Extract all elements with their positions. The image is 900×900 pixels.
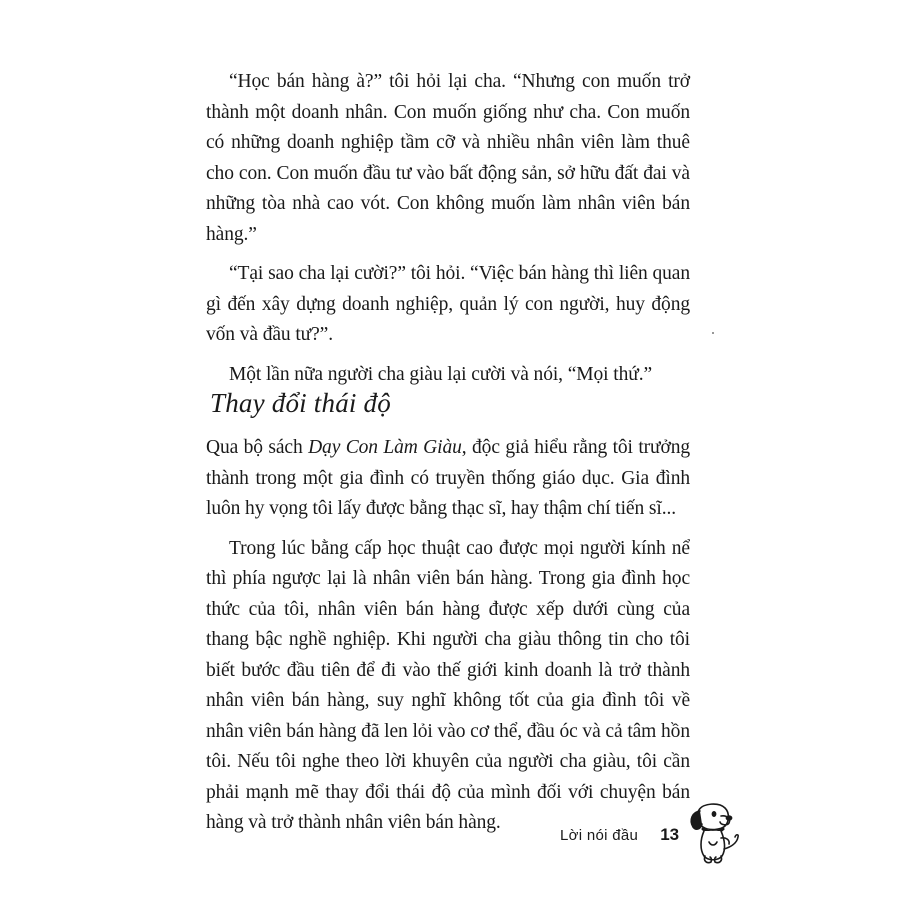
intro-text-before: Qua bộ sách	[206, 437, 309, 458]
book-title: Dạy Con Làm Giàu	[308, 437, 462, 458]
cartoon-dog-icon	[685, 800, 743, 866]
footer-section-name: Lời nói đầu	[560, 826, 639, 844]
dialogue-paragraph-2: “Tại sao cha lại cười?” tôi hỏi. “Việc bán hàng thì liên quan gì đến xây dựng doanh nghiệp, quản lý con người, huy động vốn và đầu tư?”.	[206, 263, 690, 345]
top-text-block	[206, 67, 690, 399]
intro-text-after: , độc giả hiểu rằng tôi trưởng thành trong một gia đình có truyền thống giáo dục. Gia đình luôn hy vọng tôi lấy được bằng thạc sĩ, hay thậm chí tiến sĩ...	[206, 437, 691, 519]
intro-paragraph	[206, 433, 690, 525]
body-paragraph: Trong lúc bằng cấp học thuật cao được mọi người kính nể thì phía ngược lại là nhân viên bán hàng. Trong gia đình học thức của tôi, nhân viên bán hàng được xếp dưới cùng của thang bậc nghề nghiệp. Khi người cha giàu thông tin cho tôi biết bước đầu tiên để đi vào thế giới kinh doanh là trở thành nhân viên bán hàng, suy nghĩ không tốt của gia đình tôi về nhân viên bán hàng đã len lỏi vào cơ thể, đầu óc và cả tâm hồn tôi. Nếu tôi nghe theo lời khuyên của người cha giàu, tôi cần phải mạnh mẽ thay đổi thái độ của mình đối với chuyện bán hàng và trở thành nhân viên bán hàng.	[206, 537, 690, 833]
page-number: 13	[660, 825, 680, 844]
dialogue-paragraph-3: Một lần nữa người cha giàu lại cười và nói, “Mọi thứ.”	[229, 363, 653, 385]
dialogue-paragraph-1: “Học bán hàng à?” tôi hỏi lại cha. “Nhưng con muốn trở thành một doanh nhân. Con muốn giống như cha. Con muốn có những doanh nghiệp tầm cỡ và nhiều nhân viên làm thuê cho con. Con muốn đầu tư vào bất động sản, sở hữu đất đai và những tòa nhà cao vót. Con không muốn làm nhân viên bán hàng.”	[206, 71, 690, 245]
section-heading: Thay đổi thái độ	[210, 388, 391, 418]
page-footer	[560, 820, 679, 850]
bottom-text-block	[206, 433, 690, 848]
scan-speck	[712, 332, 714, 334]
